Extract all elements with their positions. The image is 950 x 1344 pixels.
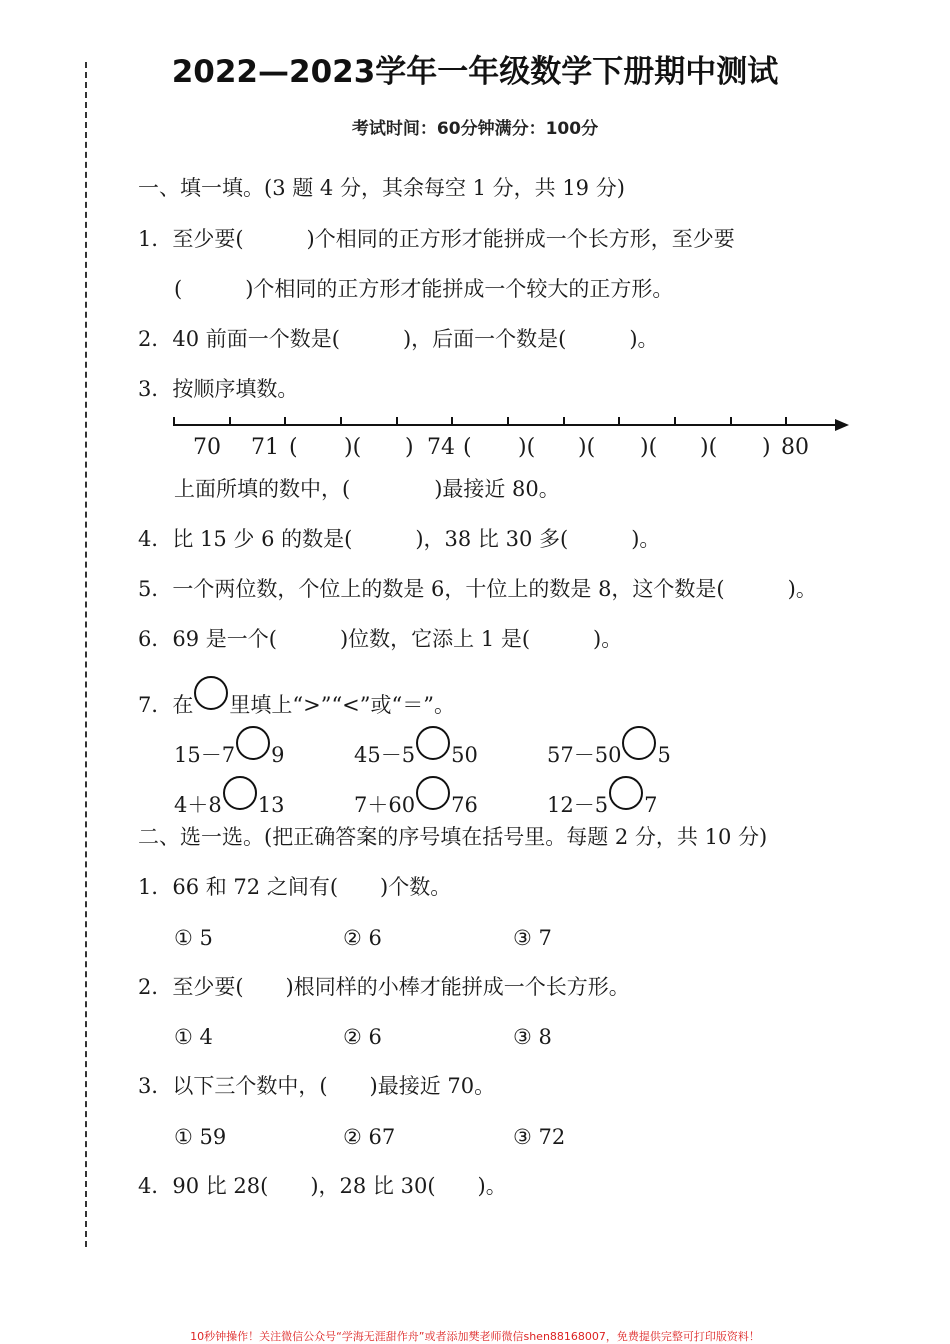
circle-blank-icon[interactable] <box>622 726 656 760</box>
option-3[interactable]: ③ 72 <box>513 1125 566 1149</box>
number-line-blank: ( <box>463 435 472 460</box>
number-line-axis <box>173 424 837 426</box>
s2-question-3: 3．以下三个数中，( )最接近 70。 <box>138 1074 496 1098</box>
number-line-blank: )( <box>518 435 536 460</box>
number-line-tick <box>396 417 398 425</box>
s2-question-4: 4．90 比 28( )，28 比 30( )。 <box>138 1174 507 1198</box>
option-1[interactable]: ① 59 <box>174 1125 227 1149</box>
number-line-blank: ) <box>762 435 771 460</box>
s1-question-7 <box>138 686 455 720</box>
q7-prefix: 7．在 <box>138 693 194 717</box>
number-line-blank: )( <box>344 435 362 460</box>
comparison-item: 4＋8 13 <box>174 786 284 820</box>
s1-question-3-tail: 上面所填的数中，( )最接近 80。 <box>174 477 560 501</box>
s2-question-1: 1．66 和 72 之间有( )个数。 <box>138 875 452 899</box>
number-line-tick <box>674 417 676 425</box>
number-line-tick <box>730 417 732 425</box>
s1-question-5: 5．一个两位数，个位上的数是 6，十位上的数是 8，这个数是( )。 <box>138 577 817 601</box>
exam-info: 考试时间：60分钟满分：100分 <box>351 119 599 139</box>
circle-blank-icon[interactable] <box>223 776 257 810</box>
s1-question-6: 6．69 是一个( )位数，它添上 1 是( )。 <box>138 627 623 651</box>
option-3[interactable]: ③ 8 <box>513 1025 552 1049</box>
number-line-label: 70 <box>193 435 221 460</box>
s1-question-1-line1: 1．至少要( )个相同的正方形才能拼成一个长方形，至少要 <box>138 227 735 251</box>
number-line-tick <box>173 417 175 425</box>
number-line-label: 80 <box>781 435 809 460</box>
page-title: 2022—2023学年一年级数学下册期中测试 <box>171 54 779 90</box>
comparison-item: 45－5 50 <box>354 736 478 770</box>
option-1[interactable]: ① 5 <box>174 926 213 950</box>
number-line-label: 71 <box>251 435 279 460</box>
option-2[interactable]: ② 67 <box>343 1125 396 1149</box>
option-2[interactable]: ② 6 <box>343 1025 382 1049</box>
number-line-tick <box>340 417 342 425</box>
number-line-tick <box>507 417 509 425</box>
option-2[interactable]: ② 6 <box>343 926 382 950</box>
circle-blank-icon[interactable] <box>236 726 270 760</box>
option-1[interactable]: ① 4 <box>174 1025 213 1049</box>
s1-question-3: 3．按顺序填数。 <box>138 377 299 401</box>
comparison-item: 57－50 5 <box>547 736 671 770</box>
comparison-item: 12－5 7 <box>547 786 657 820</box>
number-line-blank: )( <box>700 435 718 460</box>
s1-question-1-line2: ( )个相同的正方形才能拼成一个较大的正方形。 <box>174 277 674 301</box>
number-line-tick <box>785 417 787 425</box>
number-line-tick <box>618 417 620 425</box>
number-line-tick <box>284 417 286 425</box>
number-line-blank: ) <box>405 435 414 460</box>
comparison-item: 15－7 9 <box>174 736 284 770</box>
s2-question-2: 2．至少要( )根同样的小棒才能拼成一个长方形。 <box>138 975 630 999</box>
footer-notice: 10秒钟操作！关注微信公众号“学海无涯甜作舟”或者添加樊老师微信shen88168007，免费提供完整可打印版资料！ <box>190 1330 760 1343</box>
option-3[interactable]: ③ 7 <box>513 926 552 950</box>
q7-suffix: 里填上“>”“<”或“＝”。 <box>229 693 455 717</box>
circle-blank-icon[interactable] <box>416 776 450 810</box>
number-line-tick <box>229 417 231 425</box>
number-line-blank: ( <box>289 435 298 460</box>
number-line-tick <box>563 417 565 425</box>
number-line-label: 74 <box>427 435 455 460</box>
circle-blank-icon[interactable] <box>609 776 643 810</box>
s1-question-4: 4．比 15 少 6 的数是( )，38 比 30 多( )。 <box>138 527 661 551</box>
binding-dashed-line <box>85 62 87 1247</box>
number-line-tick <box>451 417 453 425</box>
number-line-blank: )( <box>578 435 596 460</box>
comparison-item: 7＋60 76 <box>354 786 478 820</box>
s1-question-2: 2．40 前面一个数是( )，后面一个数是( )。 <box>138 327 659 351</box>
section1-heading: 一、填一填。(3 题 4 分，其余每空 1 分，共 19 分) <box>138 176 625 200</box>
number-line-blank: )( <box>640 435 658 460</box>
section2-heading: 二、选一选。(把正确答案的序号填在括号里。每题 2 分，共 10 分) <box>138 825 768 849</box>
circle-blank-icon[interactable] <box>416 726 450 760</box>
circle-blank-icon <box>194 676 228 710</box>
number-line-arrow <box>835 419 849 431</box>
